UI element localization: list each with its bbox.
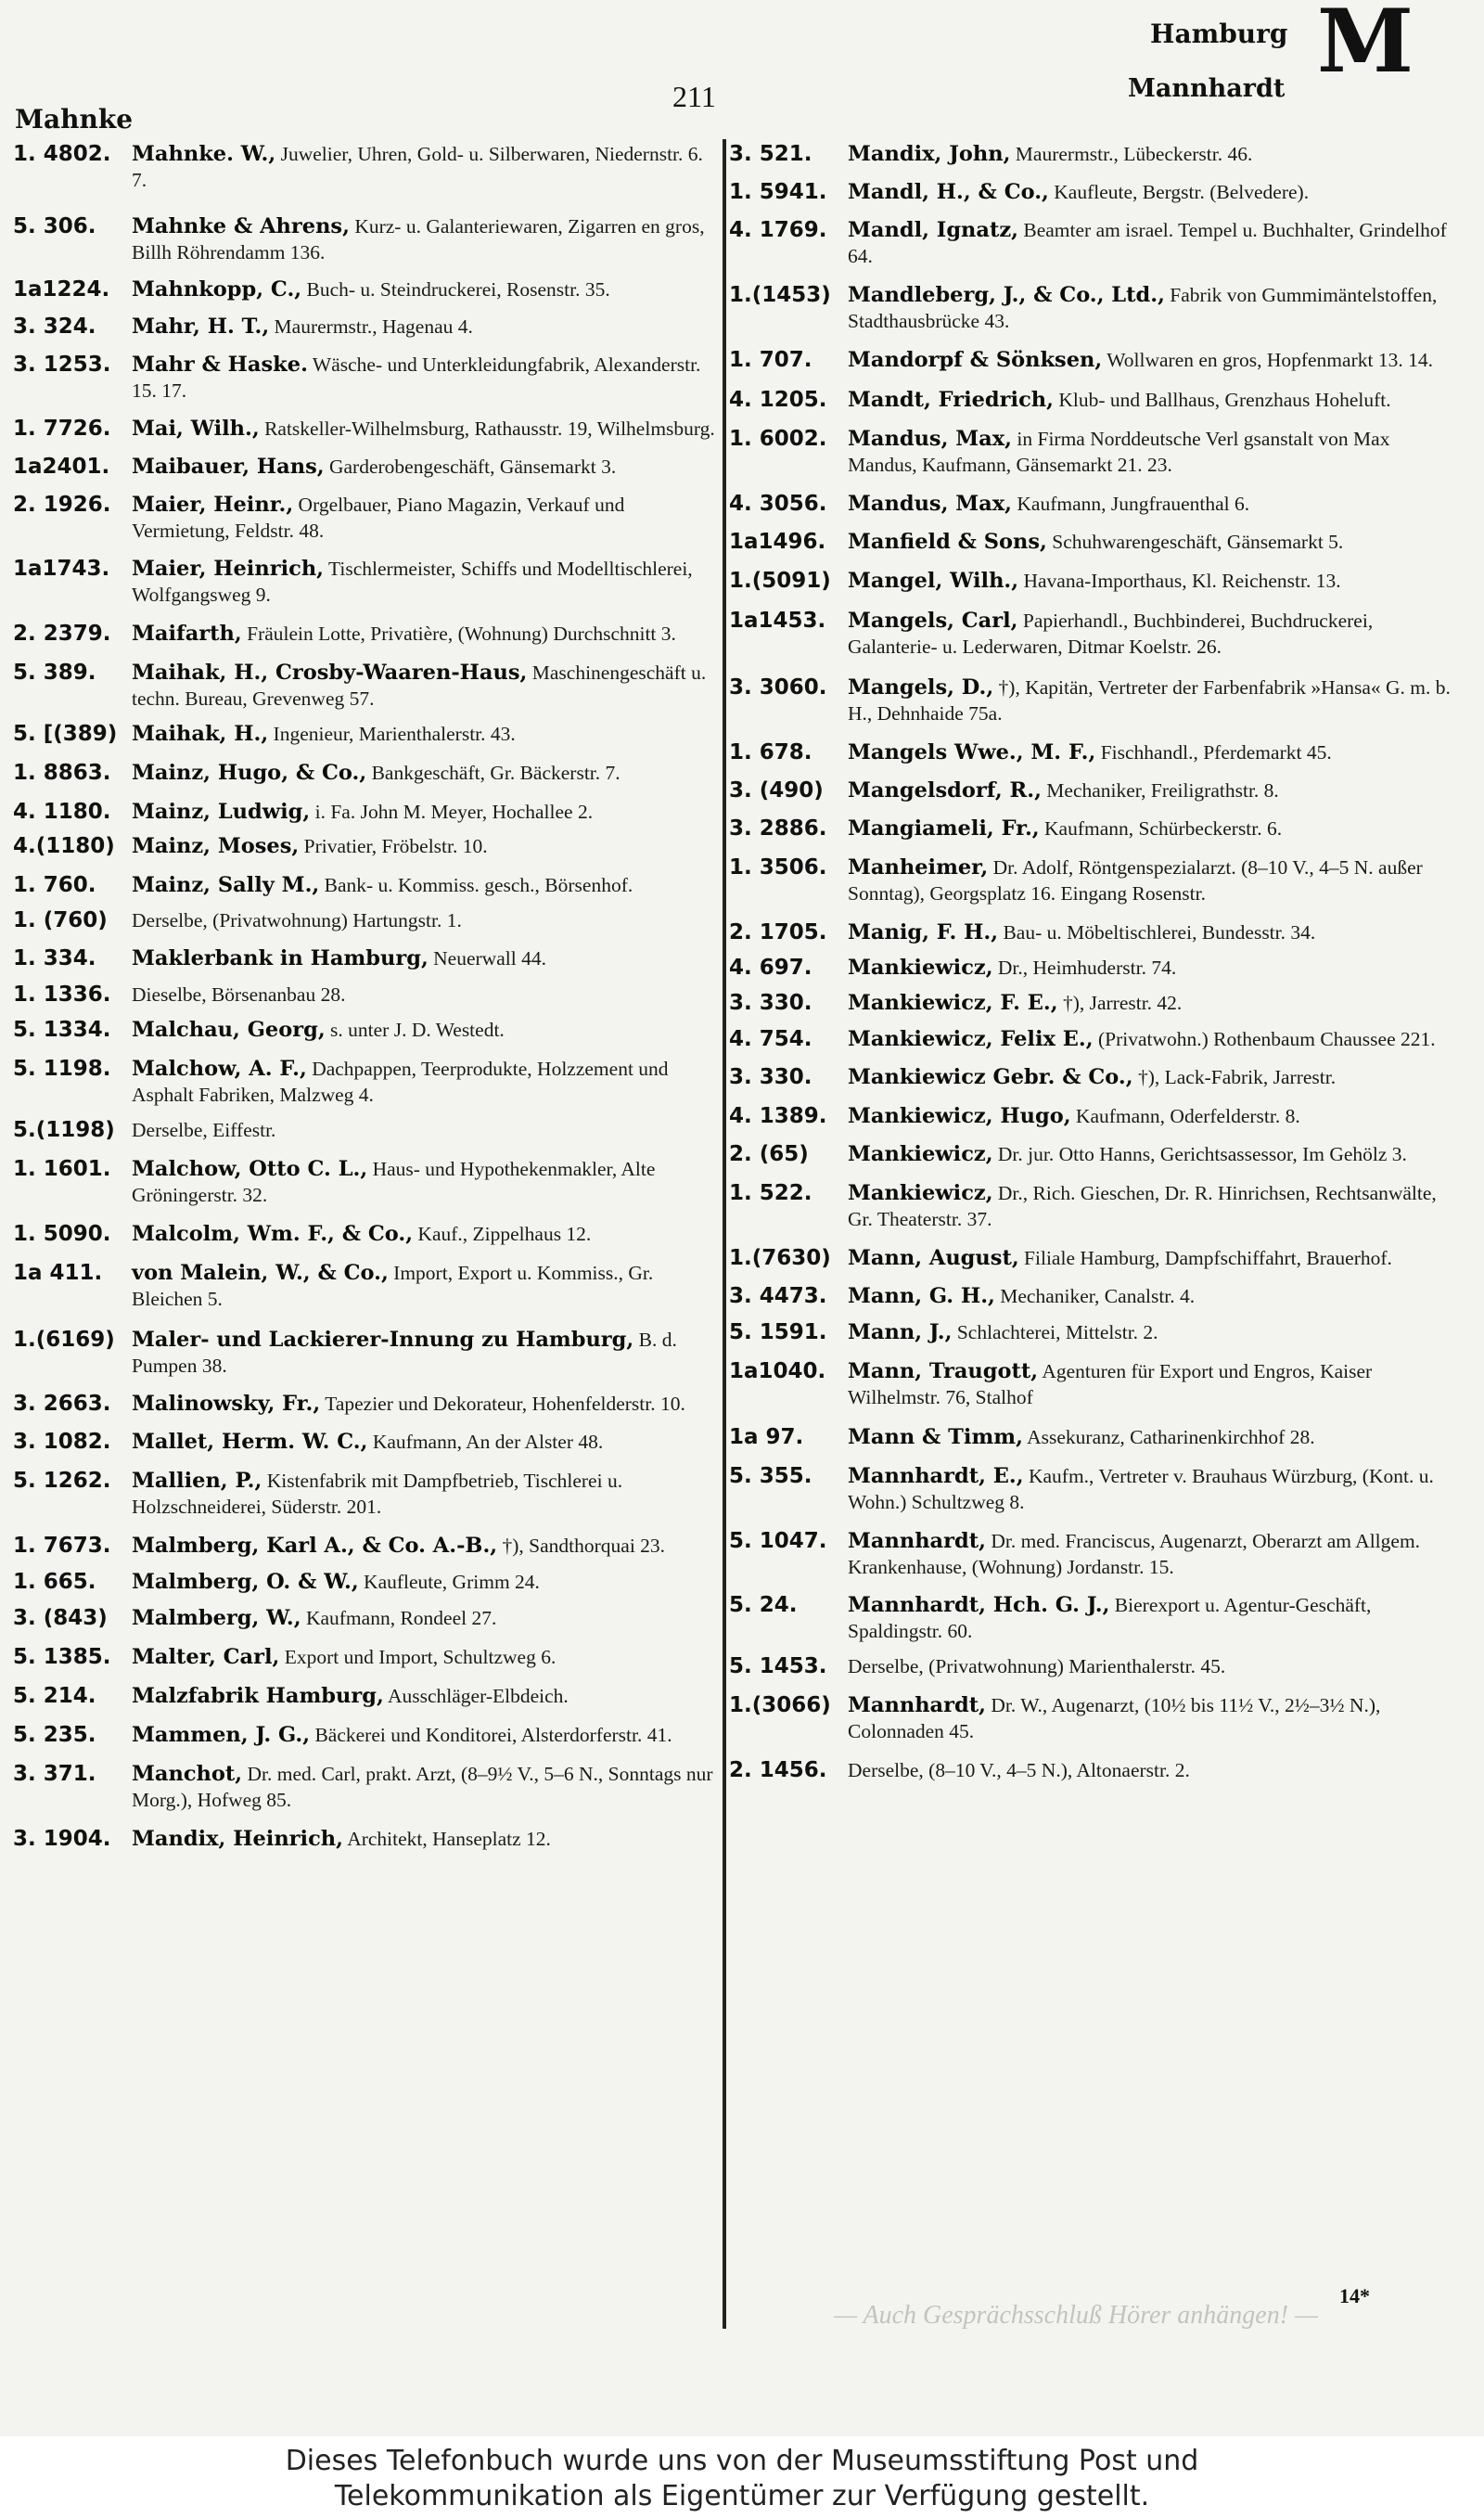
entry-name: Mann, J.,	[848, 1320, 953, 1344]
entry-phone-number: 4. 1389.	[729, 1104, 827, 1128]
directory-entry	[729, 141, 1462, 167]
entry-details: Maurermstr., Hagenau 4.	[274, 315, 473, 338]
directory-entry	[13, 660, 718, 712]
directory-entry	[13, 621, 718, 647]
directory-entry	[13, 1468, 718, 1520]
entry-phone-number: 2. (65)	[729, 1142, 809, 1166]
entry-details: Orgelbauer, Piano Magazin, Verkauf und Vermietung, Feldstr. 48.	[132, 494, 625, 542]
directory-entry	[13, 1605, 718, 1631]
entry-name: Mann & Timm,	[848, 1425, 1023, 1449]
directory-entry	[729, 1653, 1462, 1679]
directory-entry	[13, 760, 718, 786]
footer-notice: — Auch Gesprächsschluß Hörer anhängen! —	[834, 2301, 1318, 2330]
directory-entry	[13, 1391, 718, 1417]
directory-entry	[13, 799, 718, 825]
entry-phone-number: 1. 3506.	[729, 855, 827, 880]
entry-phone-number: 1. 5941.	[729, 180, 827, 204]
entry-name: Maier, Heinrich,	[132, 557, 325, 581]
directory-entry	[729, 955, 1462, 981]
entry-name: Mainz, Hugo, & Co.,	[132, 761, 367, 785]
entry-details: Klub- und Ballhaus, Grenzhaus Hoheluft.	[1058, 389, 1391, 411]
entry-name: Maibauer, Hans,	[132, 455, 325, 479]
directory-entry	[13, 1056, 718, 1108]
entry-phone-number: 1. (760)	[13, 908, 108, 932]
entry-details: in Firma Norddeutsche Verl gsanstalt von Max Mandus, Kaufmann, Gänsemarkt 21. 23.	[848, 428, 1390, 476]
entry-name: Mainz, Ludwig,	[132, 800, 311, 824]
directory-entry	[729, 1592, 1462, 1644]
entry-name: Mannhardt,	[848, 1693, 986, 1717]
entry-name: von Malein, W., & Co.,	[132, 1261, 389, 1285]
entry-name: Mangel, Wilh.,	[848, 569, 1019, 593]
entry-name: Mallien, P.,	[132, 1469, 262, 1493]
entry-phone-number: 1. 1336.	[13, 983, 111, 1007]
directory-entry	[13, 314, 718, 340]
entry-details: Bau- u. Möbeltischlerei, Bundesstr. 34.	[1003, 921, 1316, 944]
entry-phone-number: 4. 3056.	[729, 492, 827, 516]
entry-name: Maifarth,	[132, 622, 242, 646]
entry-name: Mankiewicz,	[848, 1142, 993, 1166]
directory-entry	[13, 1156, 718, 1208]
entry-phone-number: 5. 214.	[13, 1684, 96, 1708]
directory-entry	[729, 739, 1462, 765]
entry-name: Mahr, H. T.,	[132, 315, 270, 339]
entry-name: Mahnkopp, C.,	[132, 277, 302, 302]
entry-name: Manheimer,	[848, 855, 989, 880]
entry-phone-number: 3. 330.	[729, 991, 812, 1015]
entry-phone-number: 3. 371.	[13, 1762, 96, 1786]
entry-details: Wollwaren en gros, Hopfenmarkt 13. 14.	[1107, 349, 1433, 371]
entry-name: Mandl, H., & Co.,	[848, 180, 1049, 204]
entry-phone-number: 1. 334.	[13, 946, 96, 970]
entry-name: Mann, August,	[848, 1246, 1019, 1270]
entry-details: Derselbe, (8–10 V., 4–5 N.), Altonaerstr. 2.	[848, 1759, 1190, 1781]
entry-details: B. d. Pumpen 38.	[132, 1329, 677, 1377]
entry-name: Mandus, Max,	[848, 492, 1013, 516]
directory-entry	[13, 1017, 718, 1043]
entry-phone-number: 1. 4802.	[13, 142, 111, 166]
entry-name: Mandl, Ignatz,	[848, 218, 1018, 242]
entry-details: i. Fa. John M. Meyer, Hochallee 2.	[314, 801, 594, 823]
directory-entry	[13, 872, 718, 898]
directory-entry	[729, 491, 1462, 517]
entry-name: Maler- und Lackierer-Innung zu Hamburg,	[132, 1328, 634, 1352]
directory-entry	[13, 1533, 718, 1559]
entry-details: Juwelier, Uhren, Gold- u. Silberwaren, Niedernstr. 6. 7.	[132, 143, 703, 191]
directory-entry	[729, 1319, 1462, 1345]
running-header-left: Mahnke	[15, 104, 134, 135]
entry-details: Dr. med. Franciscus, Augenarzt, Oberarzt am Allgem. Krankenhause, (Wohnung) Jordanstr. 15.	[848, 1530, 1421, 1578]
directory-entry	[13, 721, 718, 747]
directory-entry	[729, 529, 1462, 555]
directory-entry	[729, 568, 1462, 594]
entry-phone-number: 1. 760.	[13, 873, 96, 897]
entry-phone-number: 5. 1198.	[13, 1057, 111, 1081]
entry-details: Derselbe, (Privatwohnung) Hartungstr. 1.	[132, 909, 462, 931]
left-column	[13, 137, 718, 1852]
directory-entry	[13, 1683, 718, 1709]
entry-phone-number: 2. 1926.	[13, 493, 111, 517]
entry-details: Kaufmann, Rondeel 27.	[305, 1607, 497, 1629]
entry-details: Bäckerei und Konditorei, Alsterdorferstr. 41.	[314, 1724, 672, 1746]
entry-name: Malter, Carl,	[132, 1645, 280, 1669]
entry-details: Export und Import, Schultzweg 6.	[284, 1646, 556, 1668]
directory-entry	[729, 777, 1462, 803]
credit-line-2: Telekommunikation als Eigentümer zur Verfügung gestellt.	[334, 2480, 1150, 2512]
entry-phone-number: 5. 235.	[13, 1723, 96, 1747]
entry-details: Dr. med. Carl, prakt. Arzt, (8–9½ V., 5–6 N., Sonntags nur Morg.), Hofweg 85.	[132, 1763, 713, 1811]
directory-entry	[13, 833, 718, 859]
entry-name: Malchau, Georg,	[132, 1018, 326, 1042]
directory-entry	[729, 1424, 1462, 1450]
entry-phone-number: 5. 1385.	[13, 1645, 111, 1669]
entry-phone-number: 1.(7630)	[729, 1246, 831, 1270]
entry-name: Malcolm, Wm. F., & Co.,	[132, 1222, 414, 1246]
entry-phone-number: 3. (843)	[13, 1606, 108, 1630]
entry-details: Assekuranz, Catharinenkirchhof 28.	[1027, 1426, 1315, 1448]
directory-entry	[13, 1569, 718, 1595]
entry-details: Kaufmann, An der Alster 48.	[372, 1431, 604, 1453]
entry-details: Fabrik von Gummimäntelstoffen, Stadthausbrücke 43.	[848, 284, 1438, 332]
entry-phone-number: 3. 521.	[729, 142, 812, 166]
directory-entry	[729, 674, 1462, 726]
entry-name: Mangels, Carl,	[848, 609, 1018, 633]
entry-name: Mandus, Max,	[848, 427, 1013, 451]
entry-details: Kaufmann, Schürbeckerstr. 6.	[1044, 817, 1283, 840]
entry-details: s. unter J. D. Westedt.	[330, 1019, 505, 1041]
entry-name: Malmberg, Karl A., & Co. A.-B.,	[132, 1534, 498, 1558]
entry-phone-number: 5. [(389)	[13, 722, 118, 746]
directory-entry	[13, 276, 718, 302]
entry-name: Maklerbank in Hamburg,	[132, 946, 429, 970]
running-header-right: Mannhardt	[1128, 74, 1286, 103]
entry-phone-number: 3. 1904.	[13, 1827, 111, 1851]
directory-entry	[13, 492, 718, 544]
entry-phone-number: 3. 2886.	[729, 816, 827, 841]
entry-name: Mandix, Heinrich,	[132, 1827, 343, 1851]
entry-name: Maier, Heinr.,	[132, 493, 294, 517]
column-divider	[723, 139, 726, 2329]
entry-details: Schuhwarengeschäft, Gänsemarkt 5.	[1052, 531, 1344, 553]
entry-name: Manfield & Sons,	[848, 530, 1047, 554]
entry-phone-number: 3. 4473.	[729, 1284, 827, 1308]
entry-details: †), Lack-Fabrik, Jarrestr.	[1137, 1066, 1337, 1088]
entry-details: Schlachterei, Mittelstr. 2.	[956, 1321, 1158, 1343]
entry-details: Architekt, Hanseplatz 12.	[347, 1828, 551, 1850]
entry-details: Garderobengeschäft, Gänsemarkt 3.	[328, 456, 617, 478]
entry-phone-number: 5. 306.	[13, 214, 96, 238]
entry-phone-number: 3. 324.	[13, 315, 96, 339]
entry-phone-number: 4. 697.	[729, 956, 812, 980]
entry-phone-number: 1.(5091)	[729, 569, 831, 593]
entry-name: Mankiewicz, F. E.,	[848, 991, 1058, 1015]
entry-phone-number: 5. 355.	[729, 1464, 812, 1488]
entry-phone-number: 1. 5090.	[13, 1222, 111, 1246]
section-letter: M	[1317, 0, 1413, 93]
entry-name: Mann, Traugott,	[848, 1359, 1039, 1383]
entry-phone-number: 1. 7726.	[13, 417, 111, 441]
entry-name: Mahnke & Ahrens,	[132, 214, 350, 238]
directory-entry	[729, 1283, 1462, 1309]
entry-details: Dachpappen, Teerprodukte, Holzzement und Asphalt Fabriken, Malzweg 4.	[132, 1058, 669, 1106]
entry-name: Malinowsky, Fr.,	[132, 1392, 321, 1416]
entry-name: Mannhardt, E.,	[848, 1464, 1024, 1488]
entry-phone-number: 1a 97.	[729, 1425, 804, 1449]
entry-phone-number: 1. 7673.	[13, 1534, 111, 1558]
entry-phone-number: 5. 1334.	[13, 1018, 111, 1042]
entry-details: Derselbe, (Privatwohnung) Marienthalerstr. 45.	[848, 1655, 1226, 1677]
directory-entry	[729, 1692, 1462, 1744]
entry-details: Haus- und Hypothekenmakler, Alte Gröningerstr. 32.	[132, 1158, 656, 1206]
entry-name: Mankiewicz,	[848, 1181, 993, 1205]
entry-name: Mankiewicz, Felix E.,	[848, 1027, 1094, 1051]
directory-entry	[729, 919, 1462, 945]
entry-details: Privatier, Fröbelstr. 10.	[303, 835, 488, 857]
entry-details: Kaufleute, Bergstr. (Belvedere).	[1054, 181, 1310, 203]
entry-name: Malmberg, W.,	[132, 1606, 301, 1630]
directory-entry	[729, 179, 1462, 205]
credit-line-1: Dieses Telefonbuch wurde uns von der Museumsstiftung Post und	[285, 2445, 1199, 2477]
entry-name: Mai, Wilh.,	[132, 417, 260, 441]
entry-details: Kauf., Zippelhaus 12.	[417, 1223, 592, 1245]
directory-entry	[729, 387, 1462, 413]
entry-phone-number: 4. 1205.	[729, 388, 827, 412]
directory-entry	[729, 1026, 1462, 1052]
entry-phone-number: 1a1453.	[729, 609, 826, 633]
directory-entry	[729, 282, 1462, 334]
entry-phone-number: 2. 1456.	[729, 1758, 827, 1782]
entry-phone-number: 3. (490)	[729, 778, 824, 803]
entry-phone-number: 1. 522.	[729, 1181, 812, 1205]
entry-phone-number: 1.(3066)	[729, 1693, 831, 1717]
entry-details: †), Jarrestr. 42.	[1062, 992, 1183, 1014]
directory-entry	[729, 1245, 1462, 1271]
entry-details: Bierexport u. Agentur-Geschäft, Spaldingstr. 60.	[848, 1594, 1372, 1642]
entry-name: Maihak, H., Crosby-Waaren-Haus,	[132, 661, 528, 685]
entry-name: Mangels, D.,	[848, 675, 994, 700]
entry-name: Malzfabrik Hamburg,	[132, 1684, 384, 1708]
entry-phone-number: 1. 8863.	[13, 761, 111, 785]
page-number: 211	[672, 80, 716, 113]
directory-entry	[729, 816, 1462, 841]
entry-details: Kaufleute, Grimm 24.	[364, 1571, 540, 1593]
entry-phone-number: 5.(1198)	[13, 1118, 115, 1142]
entry-details: Bank- u. Kommiss. gesch., Börsenhof.	[324, 874, 633, 896]
directory-entry	[13, 907, 718, 933]
entry-name: Mandix, John,	[848, 142, 1011, 166]
entry-name: Mandt, Friedrich,	[848, 388, 1054, 412]
entry-name: Malchow, A. F.,	[132, 1057, 307, 1081]
directory-entry	[13, 1644, 718, 1670]
entry-name: Mallet, Herm. W. C.,	[132, 1430, 368, 1454]
entry-name: Malmberg, O. & W.,	[132, 1570, 359, 1594]
directory-entry	[729, 1358, 1462, 1410]
entry-phone-number: 1. 665.	[13, 1570, 96, 1594]
entry-name: Mannhardt,	[848, 1529, 986, 1553]
directory-entry	[13, 1117, 718, 1143]
entry-name: Malchow, Otto C. L.,	[132, 1157, 368, 1181]
directory-entry	[729, 347, 1462, 373]
directory-entry	[13, 416, 718, 442]
entry-details: Wäsche- und Unterkleidungfabrik, Alexanderstr. 15. 17.	[132, 353, 701, 402]
entry-phone-number: 3. 3060.	[729, 675, 827, 700]
entry-phone-number: 1a2401.	[13, 455, 110, 479]
entry-details: †), Sandthorquai 23.	[502, 1535, 666, 1557]
entry-details: Kistenfabrik mit Dampfbetrieb, Tischlerei u. Holzschneiderei, Süderstr. 201.	[132, 1470, 623, 1518]
entry-phone-number: 2. 1705.	[729, 920, 827, 944]
entry-details: Kaufm., Vertreter v. Brauhaus Würzburg, (Kont. u. Wohn.) Schultzweg 8.	[848, 1465, 1434, 1513]
entry-phone-number: 3. 2663.	[13, 1392, 111, 1416]
entry-phone-number: 4.(1180)	[13, 834, 115, 858]
directory-entry	[729, 1757, 1462, 1783]
entry-name: Manig, F. H.,	[848, 920, 999, 944]
entry-details: Derselbe, Eiffestr.	[132, 1119, 276, 1141]
entry-name: Mannhardt, Hch. G. J.,	[848, 1593, 1110, 1617]
entry-phone-number: 1. 707.	[729, 348, 812, 372]
entry-phone-number: 5. 24.	[729, 1593, 798, 1617]
entry-details: †), Kapitän, Vertreter der Farbenfabrik »Hansa« G. m. b. H., Dehnhaide 75a.	[848, 676, 1451, 725]
entry-phone-number: 1.(6169)	[13, 1328, 115, 1352]
entry-phone-number: 4. 754.	[729, 1027, 812, 1051]
directory-entry	[13, 141, 718, 193]
directory-entry	[13, 1221, 718, 1247]
entry-details: Havana-Importhaus, Kl. Reichenstr. 13.	[1023, 570, 1341, 592]
entry-details: Tischlermeister, Schiffs und Modelltischlerei, Wolfgangsweg 9.	[132, 558, 693, 606]
directory-entry	[13, 1826, 718, 1852]
entry-name: Mainz, Moses,	[132, 834, 300, 858]
entry-phone-number: 1a1496.	[729, 530, 826, 554]
entry-name: Mangiameli, Fr.,	[848, 816, 1040, 841]
entry-details: Ratskeller-Wilhelmsburg, Rathausstr. 19, Wilhelmsburg.	[264, 418, 715, 440]
entry-phone-number: 3. 330.	[729, 1065, 812, 1089]
entry-name: Manchot,	[132, 1762, 243, 1786]
entry-phone-number: 1a 411.	[13, 1261, 103, 1285]
running-header-city: Hamburg	[1150, 19, 1288, 49]
directory-entry	[13, 1761, 718, 1813]
entry-name: Mahr & Haske.	[132, 353, 308, 377]
entry-details: Mechaniker, Canalstr. 4.	[1000, 1285, 1196, 1307]
signature-mark: 14*	[1339, 2284, 1370, 2307]
entry-phone-number: 1a1040.	[729, 1359, 826, 1383]
entry-details: Papierhandl., Buchbinderei, Buchdruckerei, Galanterie- u. Lederwaren, Ditmar Koelstr. 26.	[848, 610, 1374, 658]
entry-name: Mankiewicz Gebr. & Co.,	[848, 1065, 1133, 1089]
entry-name: Mangelsdorf, R.,	[848, 778, 1042, 803]
directory-entry	[13, 1722, 718, 1748]
entry-details: Kaufmann, Jungfrauenthal 6.	[1017, 493, 1250, 515]
entry-phone-number: 1. 6002.	[729, 427, 827, 451]
entry-phone-number: 1.(1453)	[729, 283, 831, 307]
entry-details: Ingenieur, Marienthalerstr. 43.	[273, 723, 516, 745]
entry-phone-number: 4. 1180.	[13, 800, 111, 824]
entry-name: Mahnke. W.,	[132, 142, 276, 166]
directory-entry	[729, 1463, 1462, 1515]
entry-phone-number: 5. 389.	[13, 661, 96, 685]
entry-name: Mann, G. H.,	[848, 1284, 995, 1308]
directory-entry	[13, 213, 718, 265]
entry-details: Dr. W., Augenarzt, (10½ bis 11½ V., 2½–3½ N.), Colonnaden 45.	[848, 1694, 1381, 1742]
directory-entry	[729, 1180, 1462, 1232]
entry-name: Mankiewicz, Hugo,	[848, 1104, 1071, 1128]
entry-details: Agenturen für Export und Engros, Kaiser Wilhelmstr. 76, Stalhof	[848, 1360, 1373, 1408]
directory-entry	[729, 608, 1462, 660]
directory-entry	[729, 217, 1462, 269]
entry-details: Bankgeschäft, Gr. Bäckerstr. 7.	[371, 762, 620, 784]
entry-phone-number: 5. 1262.	[13, 1469, 111, 1493]
entry-details: Maurermstr., Lübeckerstr. 46.	[1015, 143, 1253, 165]
entry-details: Dr., Rich. Gieschen, Dr. R. Hinrichsen, Rechtsanwälte, Gr. Theaterstr. 37.	[848, 1182, 1437, 1230]
entry-details: Import, Export u. Kommiss., Gr. Bleichen 5.	[132, 1262, 654, 1310]
entry-name: Mangels Wwe., M. F.,	[848, 740, 1096, 764]
entry-details: Fischhandl., Pferdemarkt 45.	[1100, 741, 1332, 764]
directory-entry	[13, 556, 718, 608]
entry-details: Mechaniker, Freiligrathstr. 8.	[1046, 779, 1279, 802]
entry-details: Dieselbe, Börsenanbau 28.	[132, 983, 346, 1006]
entry-details: Kaufmann, Oderfelderstr. 8.	[1075, 1105, 1300, 1127]
directory-entry	[13, 1327, 718, 1379]
right-column	[729, 137, 1462, 1783]
entry-phone-number: 5. 1047.	[729, 1529, 827, 1553]
entry-details: (Privatwohn.) Rothenbaum Chaussee 221.	[1097, 1028, 1436, 1050]
entry-phone-number: 1a1224.	[13, 277, 110, 302]
entry-name: Mainz, Sally M.,	[132, 873, 320, 897]
directory-entry	[13, 982, 718, 1008]
entry-details: Fräulein Lotte, Privatière, (Wohnung) Durchschnitt 3.	[247, 623, 676, 645]
entry-name: Mankiewicz,	[848, 956, 993, 980]
directory-entry	[13, 945, 718, 971]
entry-phone-number: 3. 1082.	[13, 1430, 111, 1454]
entry-phone-number: 2. 2379.	[13, 622, 111, 646]
directory-entry	[729, 1141, 1462, 1167]
entry-details: Buch- u. Steindruckerei, Rosenstr. 35.	[306, 278, 610, 301]
entry-details: Kurz- u. Galanteriewaren, Zigarren en gros, Billh Röhrendamm 136.	[132, 215, 705, 263]
entry-name: Maihak, H.,	[132, 722, 269, 746]
entry-phone-number: 4. 1769.	[729, 218, 827, 242]
directory-entry	[13, 1429, 718, 1455]
directory-entry	[729, 990, 1462, 1016]
entry-details: Maschinengeschäft u. techn. Bureau, Grevenweg 57.	[132, 662, 707, 710]
directory-entry	[729, 1528, 1462, 1580]
entry-details: Filiale Hamburg, Dampfschiffahrt, Brauerhof.	[1024, 1247, 1392, 1269]
entry-phone-number: 1. 678.	[729, 740, 812, 764]
directory-entry	[729, 1103, 1462, 1129]
entry-details: Ausschläger-Elbdeich.	[387, 1685, 569, 1707]
entry-name: Mandorpf & Sönksen,	[848, 348, 1103, 372]
directory-entry	[729, 1064, 1462, 1090]
entry-details: Dr. Adolf, Röntgenspezialarzt. (8–10 V., 4–5 N. außer Sonntag), Georgsplatz 16. Eingang Rosenstr.	[848, 856, 1423, 905]
entry-details: Dr., Heimhuderstr. 74.	[997, 957, 1177, 979]
directory-entry	[13, 1260, 718, 1312]
entry-details: Dr. jur. Otto Hanns, Gerichtsassessor, Im Gehölz 3.	[997, 1143, 1407, 1165]
directory-entry	[729, 854, 1462, 906]
directory-entry	[13, 454, 718, 480]
credit-banner	[0, 2436, 1484, 2518]
directory-entry	[729, 426, 1462, 478]
entry-phone-number: 1a1743.	[13, 557, 110, 581]
entry-phone-number: 3. 1253.	[13, 353, 111, 377]
entry-name: Mandleberg, J., & Co., Ltd.,	[848, 283, 1165, 307]
entry-details: Beamter am israel. Tempel u. Buchhalter, Grindelhof 64.	[848, 219, 1447, 267]
entry-phone-number: 5. 1453.	[729, 1654, 827, 1678]
entry-name: Mammen, J. G.,	[132, 1723, 311, 1747]
directory-entry	[13, 352, 718, 404]
entry-details: Tapezier und Dekorateur, Hohenfelderstr. 10.	[325, 1393, 685, 1415]
entry-details: Neuerwall 44.	[433, 947, 546, 970]
entry-phone-number: 5. 1591.	[729, 1320, 827, 1344]
entry-phone-number: 1. 1601.	[13, 1157, 111, 1181]
